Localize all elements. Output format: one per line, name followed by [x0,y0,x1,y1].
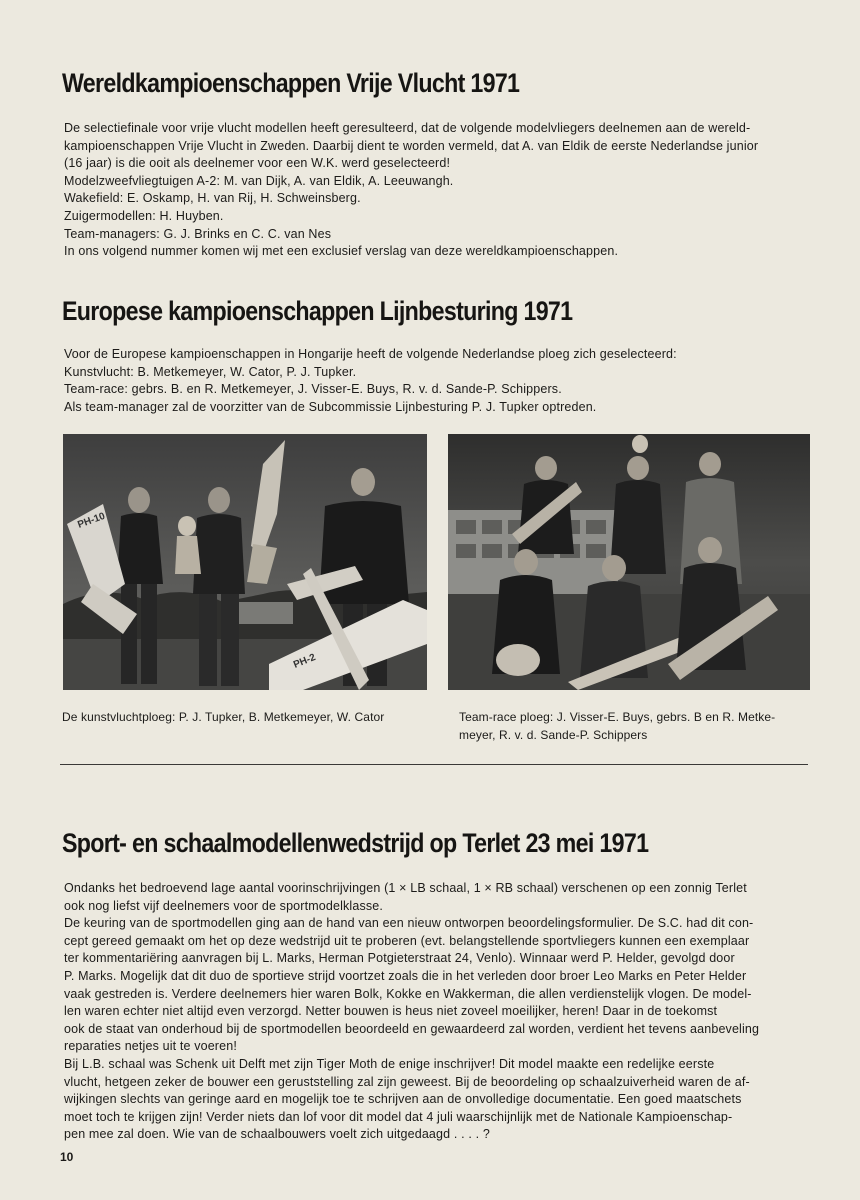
section1-line: De selectiefinale voor vrije vlucht modellen heeft geresulteerd, dat de volgende modelvliegers deelnemen aan de wereld- [64,121,751,135]
photo-team-race-team-image [448,434,810,690]
plane-marking-right: PH-2 [292,652,318,671]
photo-aerobatics-team [63,434,427,690]
section-divider [60,764,808,765]
section3-line: De keuring van de sportmodellen ging aan de hand van een nieuw ontworpen beoordelingsformulier. De S.C. had dit con- [64,916,754,931]
section3-line: ter kommentariëring aanvragen bij L. Marks, Herman Potgieterstraat 24, Venlo). Winnaar werd P. Helder, gevolgd door [64,951,735,966]
section3-body [64,880,854,1144]
section3-line: reparaties netjes uit te voeren! [64,1039,237,1054]
section3-line: pen mee zal doen. Wie van de schaalbouwers voelt zich uitgedaagd . . . . ? [64,1127,490,1142]
section3-line: Bij L.B. schaal was Schenk uit Delft met zijn Tiger Moth de enige inschrijver! Dit model maakte een redelijke eerste [64,1056,715,1071]
section1-line: Wakefield: E. Oskamp, H. van Rij, H. Schweinsberg. [64,191,361,206]
section1-line: kampioenschappen Vrije Vlucht in Zweden. Daarbij dient te worden vermeld, dat A. van Eldik de eerste Nederlandse junior [64,138,759,153]
section3-line: P. Marks. Mogelijk dat dit duo de sportieve strijd voortzet zoals die in het verleden door broer Leo Marks en Peter Helder [64,968,747,983]
caption-right [459,709,775,744]
section2-line: Team-race: gebrs. B. en R. Metkemeyer, J. Visser-E. Buys, R. v. d. Sande-P. Schippers. [64,382,562,397]
section3-line: vaak gestreden is. Verdere deelnemers hier waren Bolk, Kokke en Wakkerman, die allen verdienstelijk vlogen. De model- [64,986,752,1001]
section2-body [64,346,854,416]
section3-line: wijkingen slechts van geringe aard en mogelijk toe te schrijven aan de onvolledige documentatie. Een goed maatschets [64,1092,742,1107]
section3-title: Sport- en schaalmodellenwedstrijd op Terlet 23 mei 1971 [62,828,649,858]
section3-line: ook nog liefst vijf deelnemers voor de sportmodelklasse. [64,898,383,913]
caption-left: De kunstvluchtploeg: P. J. Tupker, B. Metkemeyer, W. Cator [62,710,385,724]
section3-line: Ondanks het bedroevend lage aantal voorinschrijvingen (1 × LB schaal, 1 × RB schaal) verschenen op een zonnig Terlet [64,881,747,895]
section1-line: Modelzweefvliegtuigen A-2: M. van Dijk, A. van Eldik, A. Leeuwangh. [64,173,454,188]
section3-line: moet toch te krijgen zijn! Verder niets dan lof voor dit model dat 4 juli waarschijnlijk met de Nationale Kampioenschap- [64,1109,733,1124]
section3-line: len waren echter niet altijd even verzorgd. Netter bouwen is heus niet zoveel moeilijker, heren! Daar in de toekomst [64,1004,718,1019]
section2-line: Voor de Europese kampioenschappen in Hongarije heeft de volgende Nederlandse ploeg zich geselecteerd: [64,347,677,361]
section2-title: Europese kampioenschappen Lijnbesturing 1971 [62,296,573,326]
section1-title: Wereldkampioenschappen Vrije Vlucht 1971 [62,68,520,98]
caption-right-line: Team-race ploeg: J. Visser-E. Buys, gebrs. B en R. Metke- [459,710,776,724]
section1-line: Team-managers: G. J. Brinks en C. C. van Nes [64,226,332,241]
section2-line: Kunstvlucht: B. Metkemeyer, W. Cator, P. J. Tupker. [64,364,357,379]
photo-aerobatics-team-image [63,434,427,690]
page-number: 10 [60,1150,74,1164]
section3-line: cept gereed gemaakt om het op deze wedstrijd uit te proberen (evt. belangstellende sportvliegers kunnen een exemplaar [64,933,750,948]
section3-line: ook de staat van onderhoud bij de sportmodellen beoordeeld en gewaardeerd zal worden, verdient het tevens aanbeveling [64,1021,760,1036]
section1-line: Zuigermodellen: H. Huyben. [64,208,224,223]
section1-body [64,120,854,261]
photo-team-race-team [448,434,810,690]
section2-line: Als team-manager zal de voorzitter van de Subcommissie Lijnbesturing P. J. Tupker optreden. [64,399,597,414]
section3-line: vlucht, hetgeen zeker de bouwer een geruststelling zal zijn geweest. Bij de beoordeling op schaalzuiverheid waren de af- [64,1074,750,1089]
plane-marking-left: PH-10 [76,510,107,531]
caption-right-line: meyer, R. v. d. Sande-P. Schippers [459,727,648,742]
section1-line: (16 jaar) is die ooit als deelnemer voor een W.K. werd geselecteerd! [64,156,451,171]
section1-line: In ons volgend nummer komen wij met een exclusief verslag van deze wereldkampioenschappen. [64,244,619,259]
